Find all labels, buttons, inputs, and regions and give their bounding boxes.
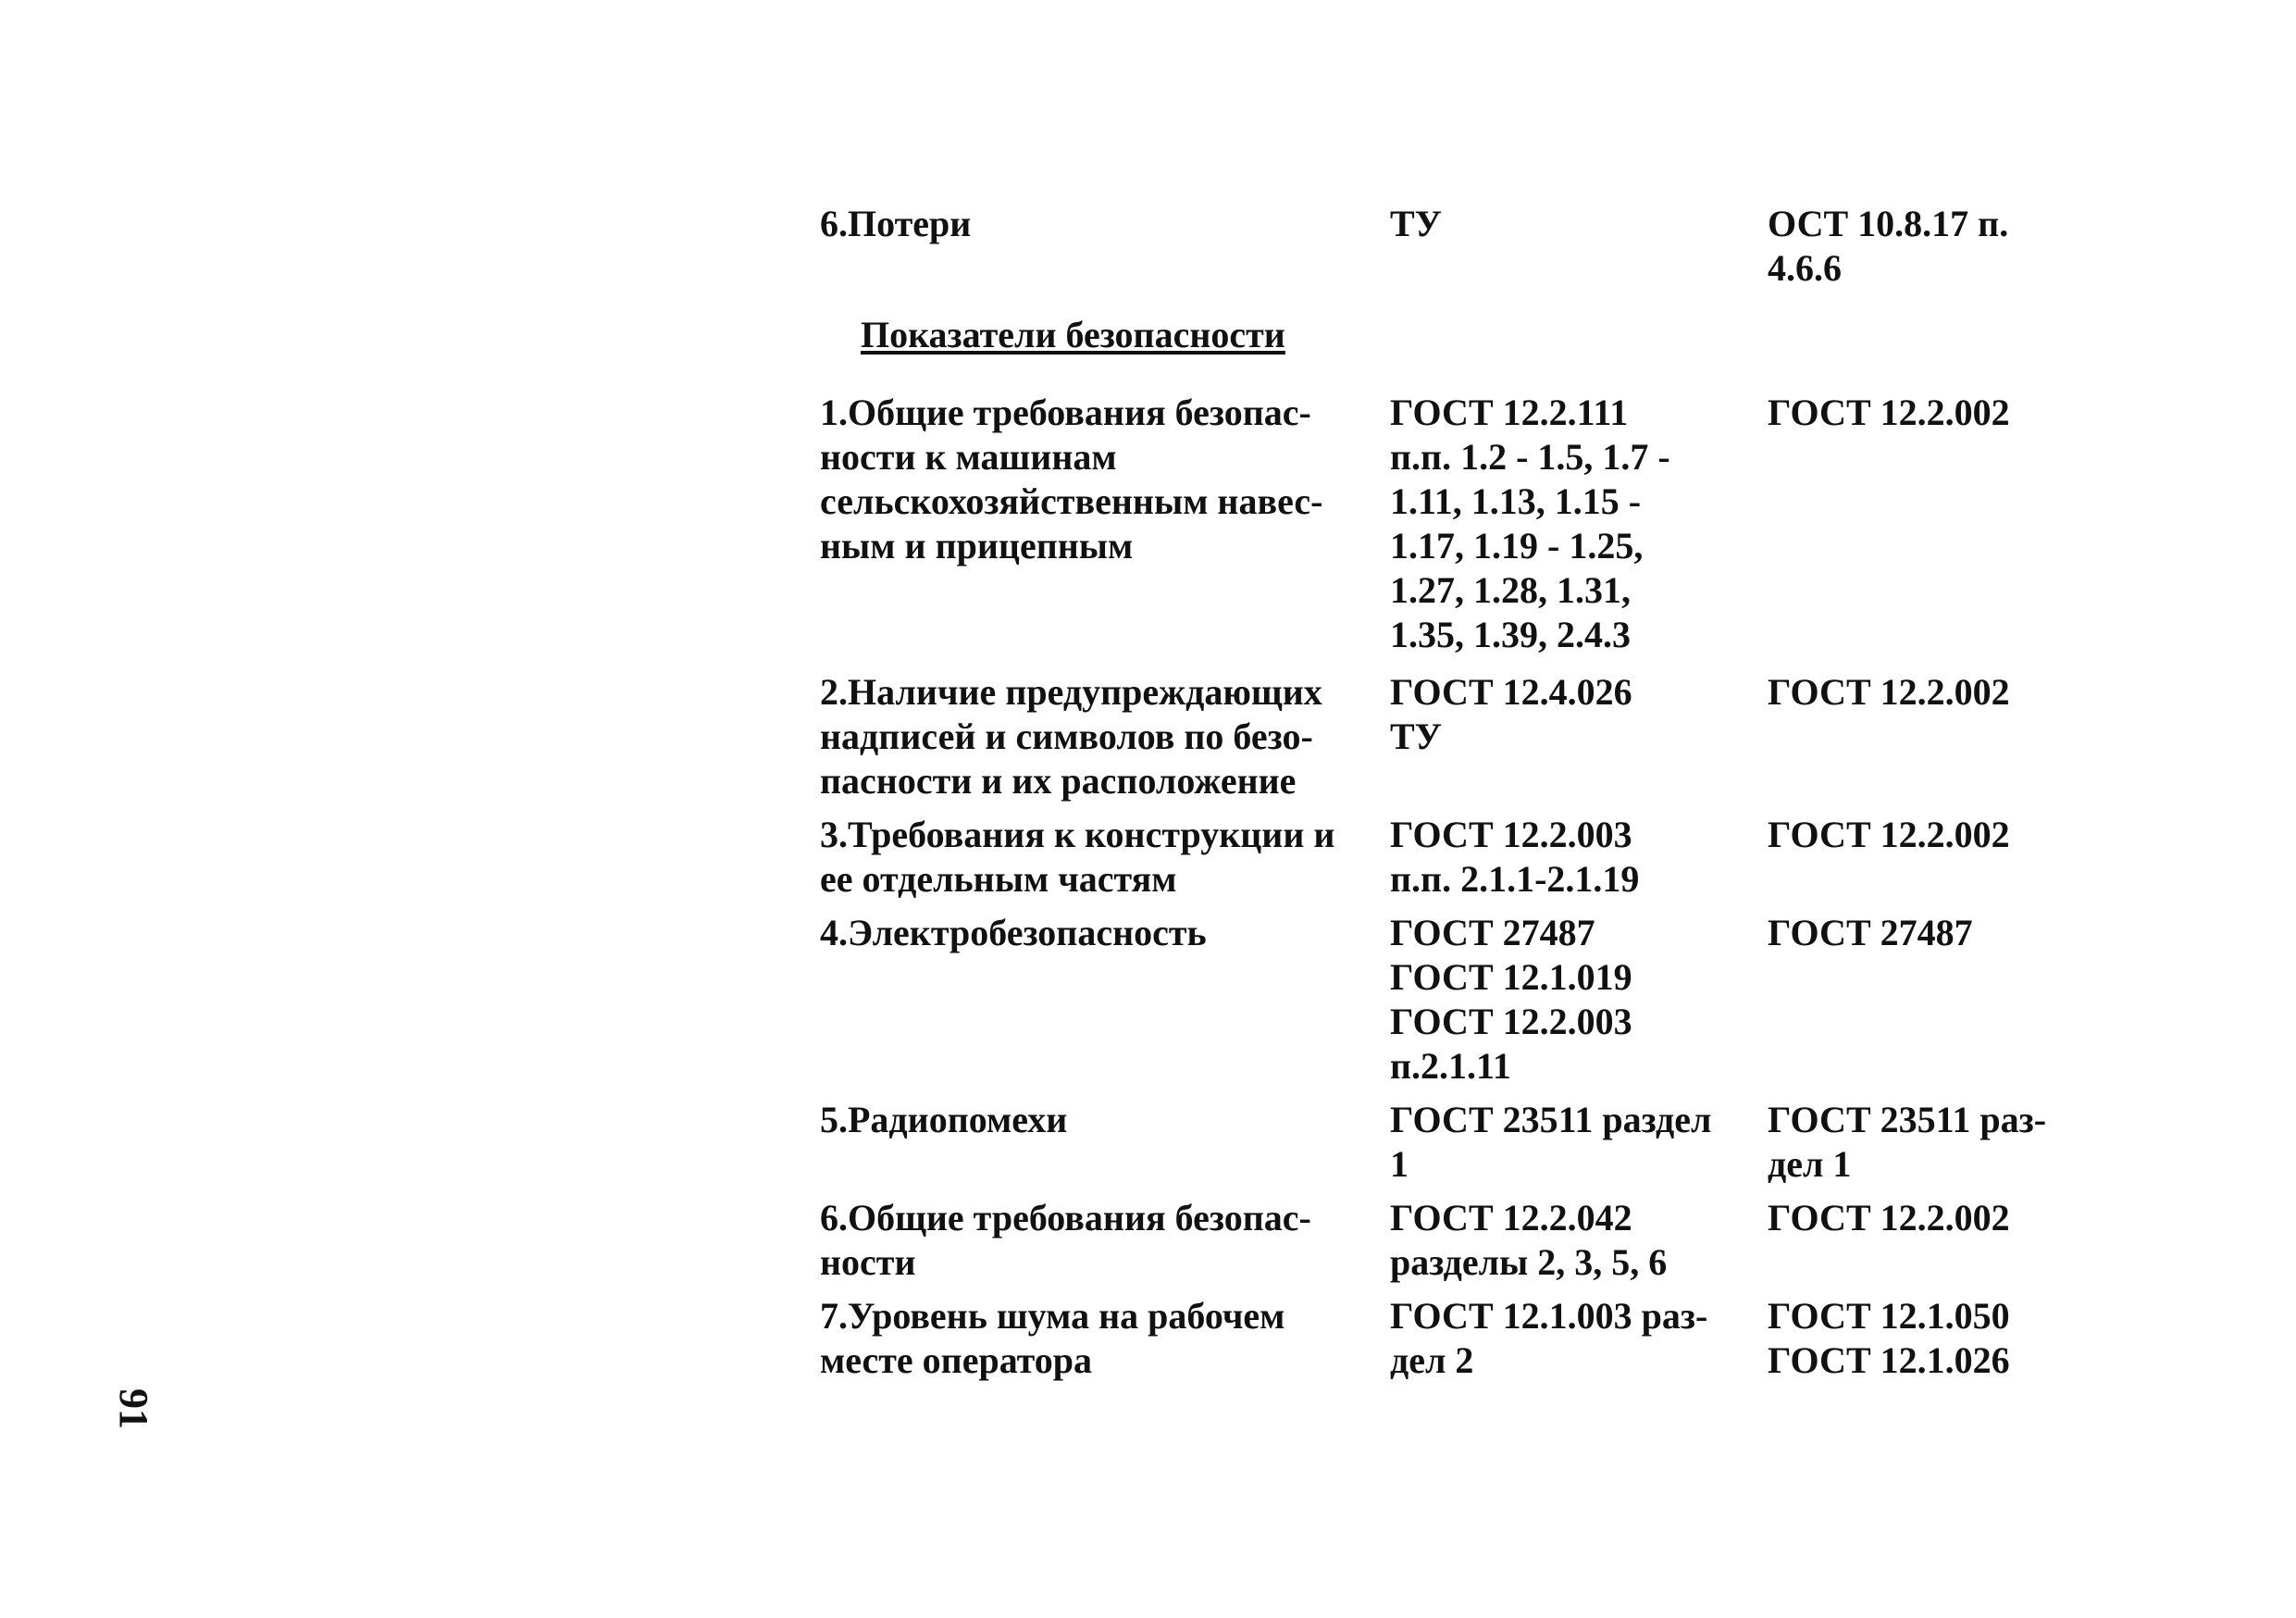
row-5-requirements: ГОСТ 23511 раздел 1 (1390, 1099, 1712, 1185)
row-2-requirements: ГОСТ 12.4.026 ТУ (1390, 671, 1632, 757)
row-2-test-method: ГОСТ 12.2.002 (1768, 671, 2010, 713)
row-3-indicator: 3.Требования к конструкции и ее отдельным частям (820, 814, 1335, 900)
row-2-indicator: 2.Наличие предупреждающих надписей и символов по безо- пасности и их расположение (820, 671, 1322, 802)
row-0-requirements: ТУ (1390, 203, 1443, 244)
row-5-test-method: ГОСТ 23511 раз- дел 1 (1768, 1099, 2047, 1185)
row-4-requirements: ГОСТ 27487 ГОСТ 12.1.019 ГОСТ 12.2.003 п.2.1.11 (1390, 912, 1632, 1087)
row-1-indicator: 1.Общие требования безопас- ности к машинам сельскохозяйственным навес- ным и прицепным (820, 392, 1323, 566)
row-6-test-method: ГОСТ 12.2.002 (1768, 1197, 2010, 1238)
row-4-indicator: 4.Электробезопасность (820, 912, 1207, 953)
section-heading: Показатели безопасности (861, 314, 1285, 355)
row-1-requirements: ГОСТ 12.2.111 п.п. 1.2 - 1.5, 1.7 - 1.11, 1.13, 1.15 - 1.17, 1.19 - 1.25, 1.27, 1.28, 1.31, 1.35, 1.39, 2.4.3 (1390, 392, 1670, 655)
row-7-requirements: ГОСТ 12.1.003 раз- дел 2 (1390, 1295, 1708, 1381)
row-0-indicator: 6.Потери (820, 203, 972, 244)
row-4-test-method: ГОСТ 27487 (1768, 912, 1973, 953)
row-3-test-method: ГОСТ 12.2.002 (1768, 814, 2010, 855)
row-0-test-method: ОСТ 10.8.17 п. 4.6.6 (1768, 203, 2009, 289)
page-number: 91 (111, 1388, 156, 1429)
row-3-requirements: ГОСТ 12.2.003 п.п. 2.1.1-2.1.19 (1390, 814, 1640, 900)
row-6-indicator: 6.Общие требования безопас- ности (820, 1197, 1311, 1283)
row-7-indicator: 7.Уровень шума на рабочем месте оператора (820, 1295, 1285, 1381)
row-7-test-method: ГОСТ 12.1.050 ГОСТ 12.1.026 (1768, 1295, 2010, 1381)
row-1-test-method: ГОСТ 12.2.002 (1768, 392, 2010, 433)
row-5-indicator: 5.Радиопомехи (820, 1099, 1068, 1140)
row-6-requirements: ГОСТ 12.2.042 разделы 2, 3, 5, 6 (1390, 1197, 1668, 1283)
